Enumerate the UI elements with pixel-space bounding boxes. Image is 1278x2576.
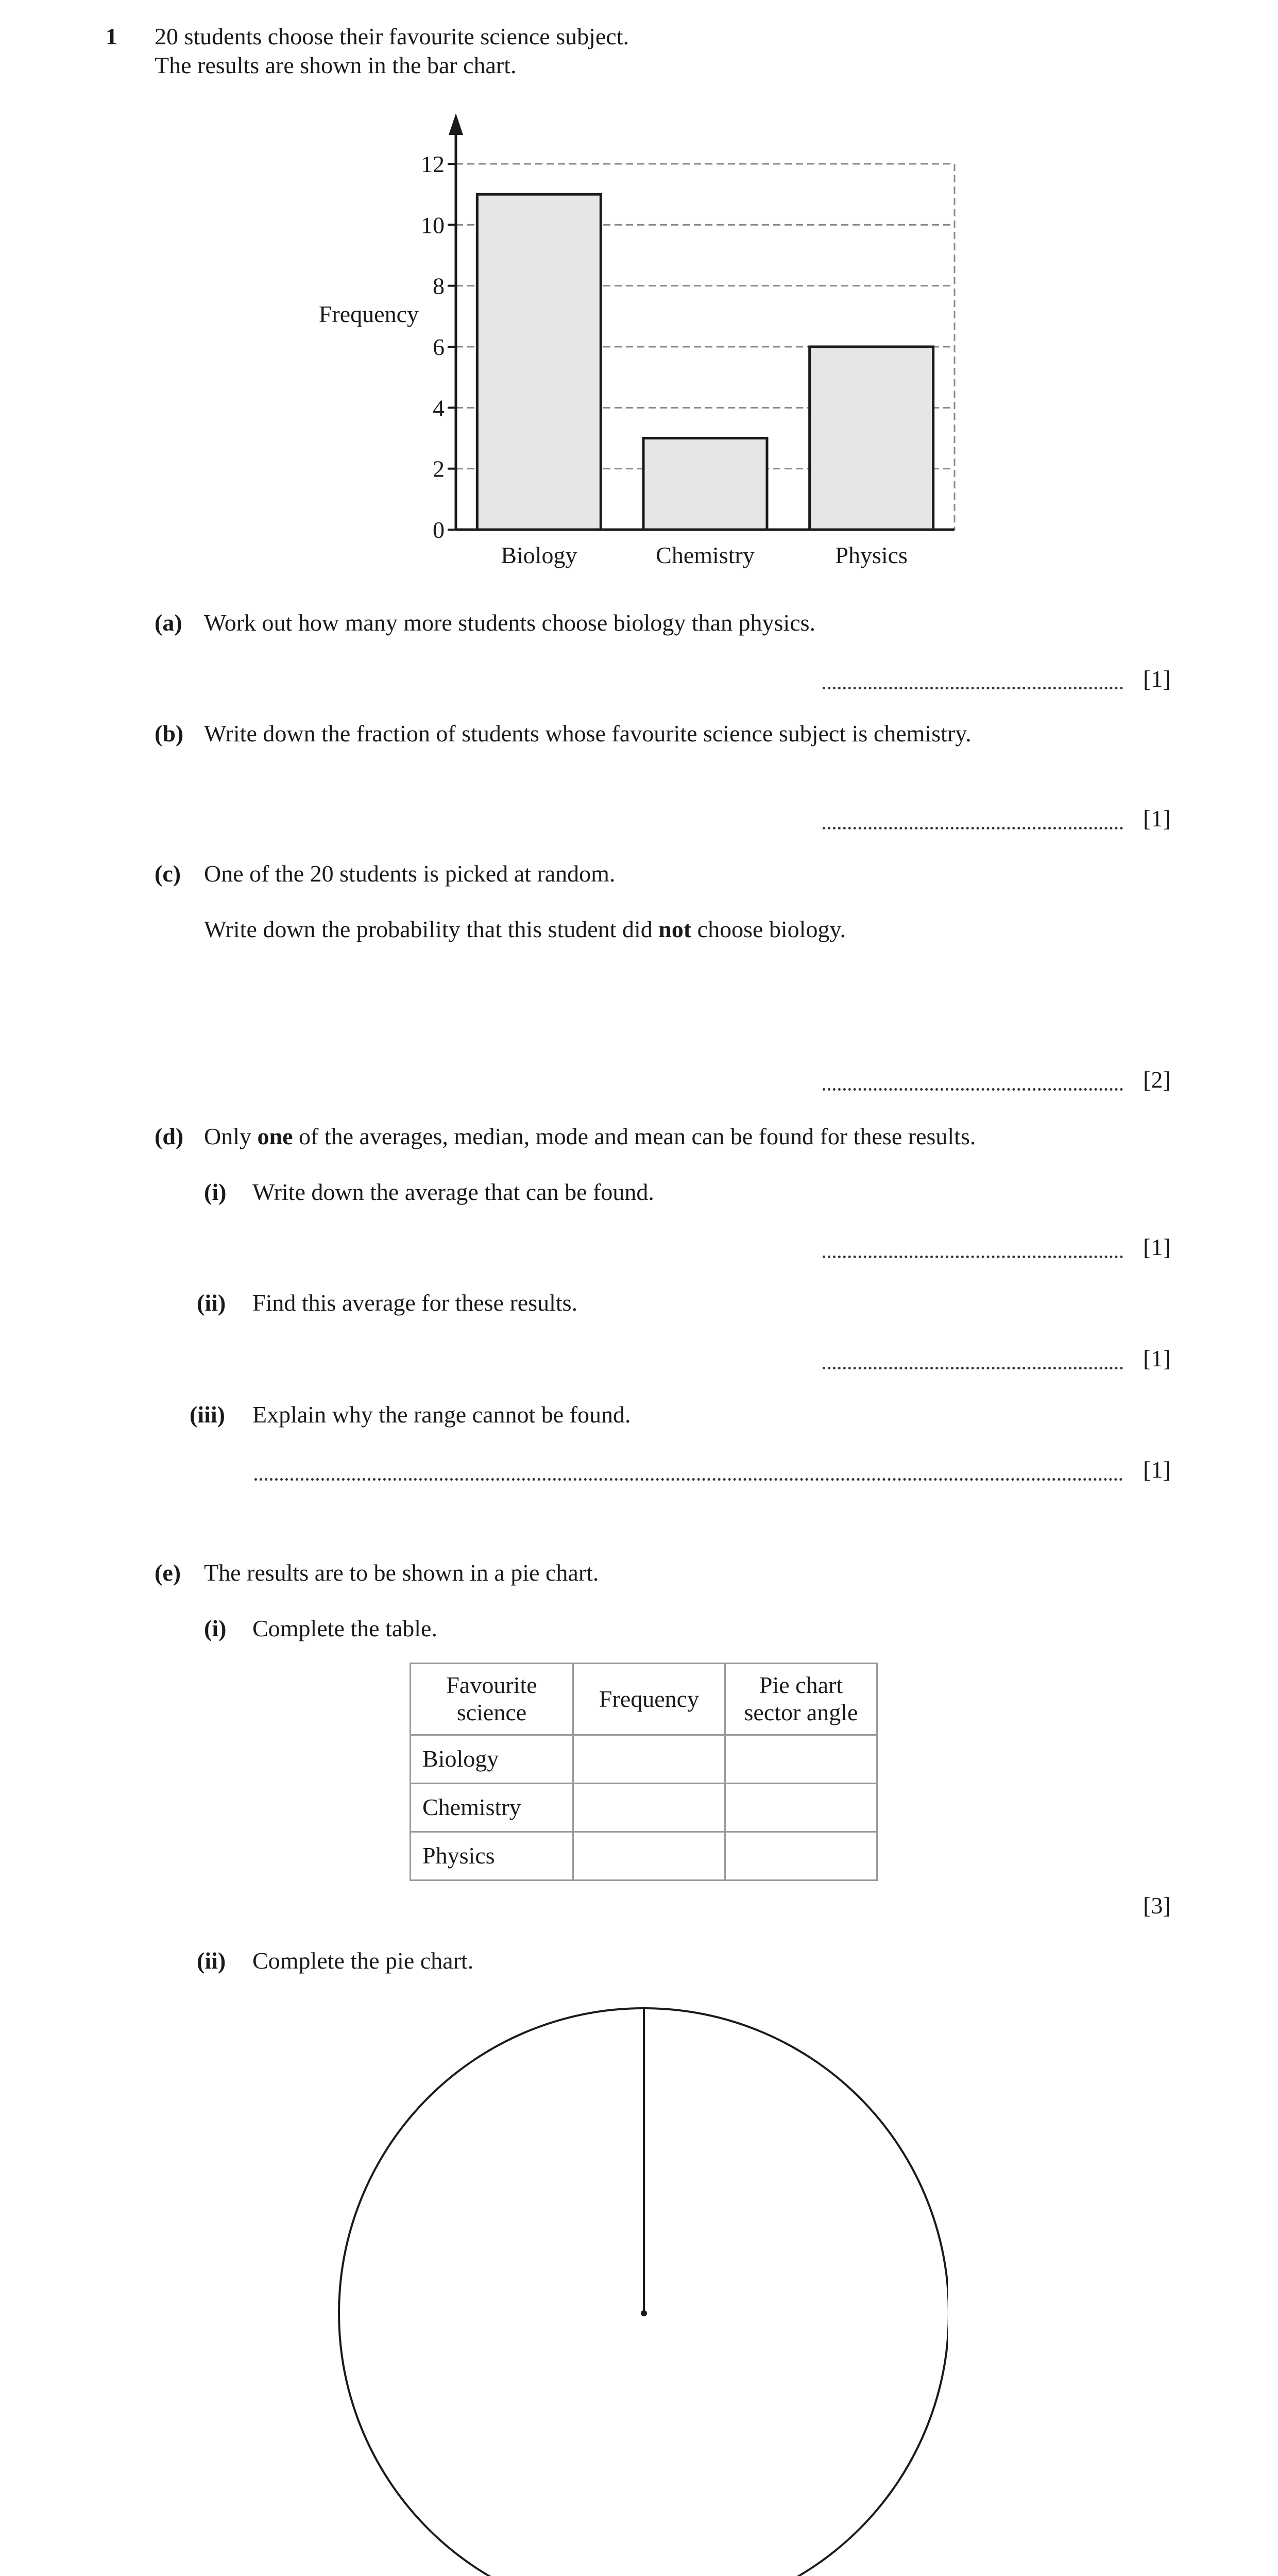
part-c-text-2: Write down the probability that this student did not choose biology.: [204, 916, 846, 942]
part-d-i-label: (i): [204, 1179, 227, 1205]
cell-frequency-physics[interactable]: [573, 1832, 725, 1880]
part-e-ii-label: (ii): [197, 1947, 226, 1974]
cell-angle-chemistry[interactable]: [725, 1784, 877, 1832]
part-b-label: (b): [155, 720, 184, 747]
part-d-iii-label: (iii): [190, 1401, 225, 1428]
part-b-text: Write down the fraction of students whose favourite science subject is chemistry.: [204, 720, 972, 747]
y-tick-label: 8: [433, 273, 445, 299]
marks-d-iii: [1]: [1143, 1456, 1171, 1483]
answer-line-c[interactable]: [823, 1088, 1123, 1091]
row-label-chemistry: Chemistry: [411, 1784, 573, 1832]
table-row: [411, 1832, 877, 1880]
pie-table: [410, 1663, 878, 1881]
part-a-label: (a): [155, 609, 182, 636]
bar-biology: [477, 194, 601, 530]
marks-c: [2]: [1143, 1066, 1171, 1093]
bar-chemistry: [643, 438, 767, 530]
part-e-text: The results are to be shown in a pie chart.: [204, 1560, 599, 1586]
table-header-science: Favourite science: [411, 1664, 573, 1735]
row-label-biology: Biology: [411, 1735, 573, 1784]
cell-angle-physics[interactable]: [725, 1832, 877, 1880]
answer-line-a[interactable]: [823, 687, 1123, 689]
answer-line-d-ii[interactable]: [823, 1367, 1123, 1369]
question-intro-line-1: 20 students choose their favourite science subject.: [155, 23, 629, 49]
part-d-text: Only one of the averages, median, mode and mean can be found for these results.: [204, 1123, 976, 1149]
y-tick-label: 6: [433, 334, 445, 360]
marks-b: [1]: [1143, 805, 1171, 832]
y-tick-label: 0: [433, 517, 445, 543]
chart-bars: [477, 194, 933, 530]
marks-d-ii: [1]: [1143, 1345, 1171, 1371]
y-axis-arrow-icon: [449, 113, 463, 135]
y-tick-label: 12: [421, 151, 445, 177]
part-e-ii-text: Complete the pie chart.: [252, 1947, 474, 1974]
answer-line-b[interactable]: [823, 827, 1123, 829]
pie-chart-blank[interactable]: [330, 2004, 948, 2576]
table-row: [411, 1784, 877, 1832]
y-tick-label: 4: [433, 395, 445, 421]
pie-centre-dot: [641, 2310, 647, 2316]
chart-x-labels: [501, 542, 908, 568]
part-c-label: (c): [155, 860, 181, 887]
part-e-i-label: (i): [204, 1615, 227, 1641]
x-tick-label-biology: Biology: [501, 542, 577, 568]
x-tick-label-chemistry: Chemistry: [656, 542, 755, 568]
cell-frequency-chemistry[interactable]: [573, 1784, 725, 1832]
question-intro-line-2: The results are shown in the bar chart.: [155, 52, 517, 78]
part-d-ii-text: Find this average for these results.: [252, 1290, 578, 1316]
chart-y-ticks: [421, 151, 456, 543]
table-row: [411, 1735, 877, 1784]
part-d-iii-text: Explain why the range cannot be found.: [252, 1401, 631, 1428]
question-number: 1: [106, 23, 117, 49]
cell-angle-biology[interactable]: [725, 1735, 877, 1784]
marks-e-i: [3]: [1143, 1892, 1171, 1919]
row-label-physics: Physics: [411, 1832, 573, 1880]
part-d-ii-label: (ii): [197, 1290, 226, 1316]
answer-line-d-iii[interactable]: [254, 1478, 1123, 1481]
part-d-i-text: Write down the average that can be found.: [252, 1179, 654, 1205]
table-header-frequency: Frequency: [573, 1664, 725, 1735]
part-d-label: (d): [155, 1123, 184, 1149]
x-tick-label-physics: Physics: [835, 542, 908, 568]
marks-a: [1]: [1143, 666, 1171, 692]
answer-line-d-i[interactable]: [823, 1256, 1123, 1258]
bar-chart: [0, 0, 1278, 587]
y-tick-label: 10: [421, 212, 445, 239]
part-e-i-text: Complete the table.: [252, 1615, 437, 1641]
part-a-text: Work out how many more students choose biology than physics.: [204, 609, 816, 636]
y-tick-label: 2: [433, 455, 445, 482]
table-header-angle: Pie chart sector angle: [725, 1664, 877, 1735]
part-c-text: One of the 20 students is picked at random.: [204, 860, 616, 887]
bar-physics: [810, 347, 933, 530]
cell-frequency-biology[interactable]: [573, 1735, 725, 1784]
marks-d-i: [1]: [1143, 1234, 1171, 1260]
chart-y-axis-label: Frequency: [318, 301, 419, 327]
part-e-label: (e): [155, 1560, 181, 1586]
